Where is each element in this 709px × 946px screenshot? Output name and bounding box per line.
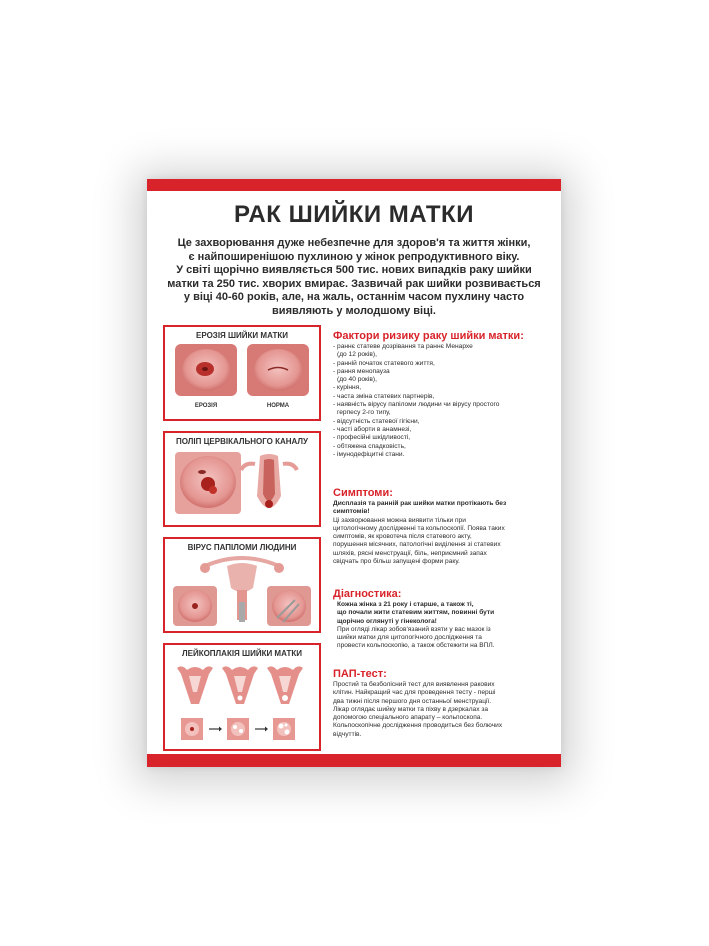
pap-test-section [333, 668, 553, 739]
intro-line: є найпоширенішою пухлиною у жінок репродуктивного віку. [188, 250, 520, 263]
diagnostics-heading: Діагностика: [333, 588, 402, 600]
intro-text [167, 237, 541, 318]
risk-item: (до 40 років), [337, 376, 377, 384]
diagnostics-line: При огляді лікар зобов'язаний взяти у вас мазок із [337, 625, 491, 633]
erosion-panel-title: ЕРОЗІЯ ШИЙКИ МАТКИ [196, 331, 288, 340]
risk-item: - куріння, [333, 384, 362, 392]
hpv-panel-title: ВІРУС ПАПІЛОМИ ЛЮДИНИ [187, 543, 297, 552]
hpv-uterus [227, 563, 257, 592]
symptoms-section [333, 487, 553, 566]
risk-item: герпесу 2-го типу, [337, 409, 391, 417]
diagnostics-section [333, 588, 553, 651]
risk-item: - професійні шкідливості, [333, 434, 411, 442]
symptoms-text [333, 517, 553, 567]
leukoplakia-panel-title: ЛЕЙКОПЛАКІЯ ШИЙКИ МАТКИ [182, 649, 302, 658]
risk-item: (до 12 років), [337, 351, 377, 359]
symptoms-heading: Симптоми: [333, 487, 393, 499]
risk-factors-section [333, 330, 553, 459]
polyp-illustration [165, 446, 319, 526]
risk-item: - ранній початок статевого життя, [333, 359, 435, 367]
risk-factors-list [333, 343, 553, 459]
intro-line: У світі щорічно виявляється 500 тис. нових випадків раку шийки [176, 264, 532, 276]
polyp-panel [163, 431, 321, 527]
diagnostics-warning-line: що почали жити статевим життям, повинні бути [337, 609, 495, 617]
hpv-illustration [165, 552, 319, 632]
leukoplakia-panel [163, 643, 321, 751]
top-red-bar [147, 179, 561, 191]
risk-item: - імунодефіцитні стани. [333, 450, 405, 458]
polyp-panel-title: ПОЛІП ЦЕРВІКАЛЬНОГО КАНАЛУ [176, 437, 308, 446]
symptoms-warning [333, 500, 553, 517]
hpv-speculum [239, 602, 245, 622]
symptoms-line: цитологічному дослідженні та кольпоскопії. Поява таких [333, 524, 505, 532]
normal-label: НОРМА [266, 403, 290, 409]
pap-test-heading: ПАП-тест: [333, 668, 387, 680]
symptoms-warning-line: Дисплазія та ранній рак шийки матки протікають без [333, 500, 507, 507]
leukoplakia-illustration [165, 658, 319, 752]
symptoms-line: порушення місячних, патологічні виділення зі статевих [333, 541, 501, 549]
symptoms-line: шляхів, рясні менструації, біль, неприємний запах [333, 549, 487, 557]
pap-test-text [333, 681, 553, 739]
risk-item: - часта зміна статевих партнерів, [333, 392, 435, 400]
symptoms-line: свідчать про більш запущені форми раку. [333, 558, 460, 566]
normal-cervix [254, 349, 302, 391]
diagnostics-text [333, 626, 553, 651]
poster-title: РАК ШИЙКИ МАТКИ [234, 201, 474, 228]
risk-factors-heading: Фактори ризику раку шийки матки: [333, 330, 524, 342]
intro-line: Це захворювання дуже небезпечне для здоров'я та життя жінки, [177, 237, 531, 249]
intro-line: у віці 40-60 років, але, на жаль, останнім часом пухлину часто [183, 291, 525, 303]
symptoms-line: Ці захворювання можна виявити тільки при [333, 516, 466, 524]
pap-line: відчуттів. [333, 730, 362, 738]
pap-line: Кольпоскопічне дослідження проводиться без болючих [333, 722, 503, 730]
risk-item: - наявність вірусу папіломи людини чи вірусу простого [333, 401, 500, 409]
diagnostics-warning-line: щорічно оглянуті у гінеколога! [337, 617, 437, 625]
pap-line: Лікар оглядає шийку матки та піхву в дзеркалах за [333, 705, 489, 713]
erosion-panel [163, 325, 321, 421]
erosion-label: ЕРОЗІЯ [194, 403, 218, 409]
diagnostics-warning [333, 601, 553, 626]
uterus-diagram-3 [267, 666, 303, 704]
hpv-panel [163, 537, 321, 633]
poster [147, 179, 561, 767]
pap-line: допомогою спеціального апарату – кольпоскопа. [333, 714, 483, 722]
risk-item: - раннє статеве дозрівання та раннє Менархе [333, 343, 473, 350]
pap-line: два тижні після першого дня останньої менструації. [333, 697, 492, 705]
risk-item: - відсутність статевої гігієни, [333, 417, 420, 425]
uterus-diagram-2 [222, 666, 258, 704]
pap-line: клітин. Найкращий час для проведення тесту - перші [333, 689, 496, 697]
bottom-red-bar [147, 754, 561, 767]
intro-line: матки та 250 тис. хворих вмирає. Зазвичай рак шийки розвивається [167, 277, 541, 290]
diagnostics-warning-line: Кожна жінка з 21 року і старше, а також ті, [337, 601, 474, 608]
risk-item: - обтяжена спадковість, [333, 442, 406, 450]
uterus-diagram-1 [177, 666, 213, 704]
diagnostics-line: провести кольпоскопію, а також обстежити на ВПЛ. [337, 642, 495, 650]
diagnostics-line: шийки матки для цитологічного дослідження та [337, 634, 482, 642]
symptoms-warning-line: симптомів! [333, 508, 370, 516]
pap-line: Простий та безболісний тест для виявлення ракових [333, 681, 495, 688]
risk-item: - часті аборти в анамнезі, [333, 425, 412, 433]
risk-item: - рання менопауза [333, 367, 390, 375]
symptoms-line: симптомів, як кровотеча після статевого акту, [333, 533, 472, 541]
erosion-illustration [165, 340, 319, 420]
intro-line: виявляють у молодшому віці. [272, 304, 436, 317]
